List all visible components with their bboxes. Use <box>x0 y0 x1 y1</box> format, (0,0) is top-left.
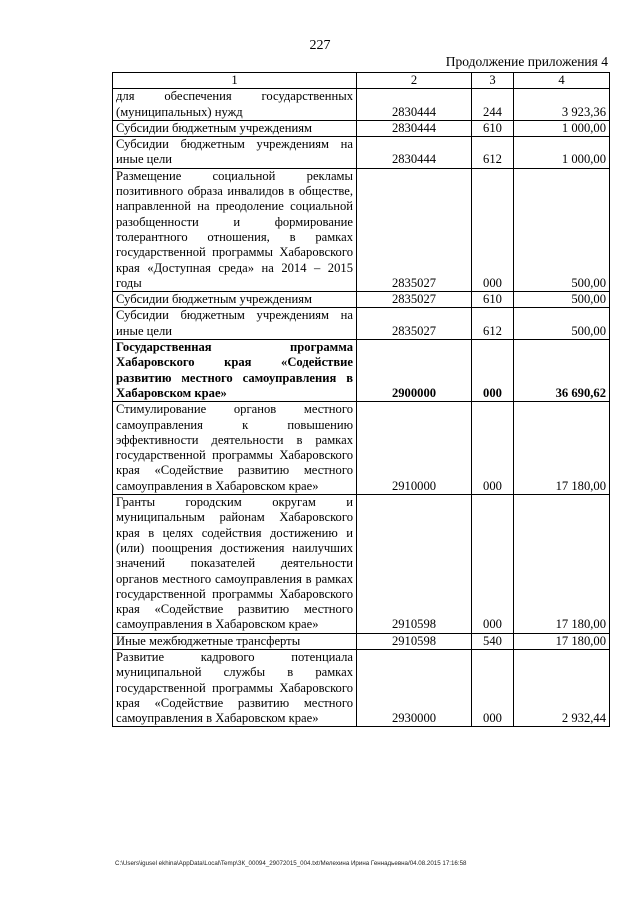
row-amount: 2 932,44 <box>514 649 610 726</box>
row-code: 2910598 <box>357 495 472 634</box>
row-code: 2830444 <box>357 137 472 169</box>
row-amount: 3 923,36 <box>514 89 610 121</box>
row-description: Иные межбюджетные трансферты <box>113 633 357 649</box>
row-expense-type: 610 <box>472 120 514 136</box>
row-expense-type: 612 <box>472 137 514 169</box>
row-amount: 17 180,00 <box>514 633 610 649</box>
row-amount: 17 180,00 <box>514 495 610 634</box>
column-header: 3 <box>472 73 514 89</box>
table-row <box>113 649 610 726</box>
row-expense-type: 000 <box>472 168 514 291</box>
column-header: 1 <box>113 73 357 89</box>
row-amount: 36 690,62 <box>514 340 610 402</box>
table-row <box>113 292 610 308</box>
row-description: для обеспечения государственных (муниципальных) нужд <box>113 89 357 121</box>
row-amount: 500,00 <box>514 168 610 291</box>
table-row <box>113 340 610 402</box>
page-number: 227 <box>309 38 331 53</box>
row-code: 2835027 <box>357 292 472 308</box>
column-header: 2 <box>357 73 472 89</box>
table-row <box>113 137 610 169</box>
row-code: 2835027 <box>357 168 472 291</box>
row-code: 2910000 <box>357 402 472 495</box>
row-description: Стимулирование органов местного самоуправления к повышению эффективности деятельности в рамках государственной программы Хабаровского края «Содействие развитию местного самоуправления в Хабаровском крае» <box>113 402 357 495</box>
table-row <box>113 495 610 634</box>
row-expense-type: 612 <box>472 308 514 340</box>
table-row <box>113 402 610 495</box>
row-code: 2830444 <box>357 120 472 136</box>
row-description: Субсидии бюджетным учреждениям <box>113 120 357 136</box>
row-description: Размещение социальной рекламы позитивного образа инвалидов в обществе, направленной на преодоление социальной разобщенности и формирование толерантного отношения, в рамках государственной программы Хабаровского края «Доступная среда» на 2014 – 2015 годы <box>113 168 357 291</box>
row-expense-type: 000 <box>472 649 514 726</box>
table-row <box>113 89 610 121</box>
table-row <box>113 633 610 649</box>
table-row <box>113 168 610 291</box>
row-code: 2835027 <box>357 308 472 340</box>
row-expense-type: 000 <box>472 495 514 634</box>
column-header: 4 <box>514 73 610 89</box>
table-header-row <box>113 73 610 89</box>
row-code: 2910598 <box>357 633 472 649</box>
row-expense-type: 540 <box>472 633 514 649</box>
row-amount: 1 000,00 <box>514 120 610 136</box>
row-description: Развитие кадрового потенциала муниципальной службы в рамках государственной программы Хабаровского края «Содействие развитию местного самоуправления в Хабаровском крае» <box>113 649 357 726</box>
row-code: 2930000 <box>357 649 472 726</box>
budget-table <box>112 72 610 727</box>
row-expense-type: 610 <box>472 292 514 308</box>
row-expense-type: 244 <box>472 89 514 121</box>
row-amount: 500,00 <box>514 308 610 340</box>
row-description: Гранты городским округам и муниципальным районам Хабаровского края в целях содействия достижению и (или) поощрения достижения наилучших значений показателей деятельности органов местного самоуправления в рамках государственной программы Хабаровского края «Содействие развитию местного самоуправления в Хабаровском крае» <box>113 495 357 634</box>
row-amount: 500,00 <box>514 292 610 308</box>
file-path-footer: C:\Users\igusel ekhina\AppData\Local\Temp\ЗК_00094_29072015_004.txt/Мелехина Ирина Геннадьевна/04.08.2015 17:16:58 <box>115 860 467 867</box>
row-amount: 17 180,00 <box>514 402 610 495</box>
continuation-label: Продолжение приложения 4 <box>445 54 608 69</box>
row-expense-type: 000 <box>472 402 514 495</box>
table-row <box>113 120 610 136</box>
row-code: 2830444 <box>357 89 472 121</box>
row-expense-type: 000 <box>472 340 514 402</box>
row-description: Государственная программа Хабаровского края «Содействие развитию местного самоуправления в Хабаровском крае» <box>113 340 357 402</box>
table-row <box>113 308 610 340</box>
row-amount: 1 000,00 <box>514 137 610 169</box>
row-code: 2900000 <box>357 340 472 402</box>
row-description: Субсидии бюджетным учреждениям на иные цели <box>113 137 357 169</box>
row-description: Субсидии бюджетным учреждениям на иные цели <box>113 308 357 340</box>
row-description: Субсидии бюджетным учреждениям <box>113 292 357 308</box>
